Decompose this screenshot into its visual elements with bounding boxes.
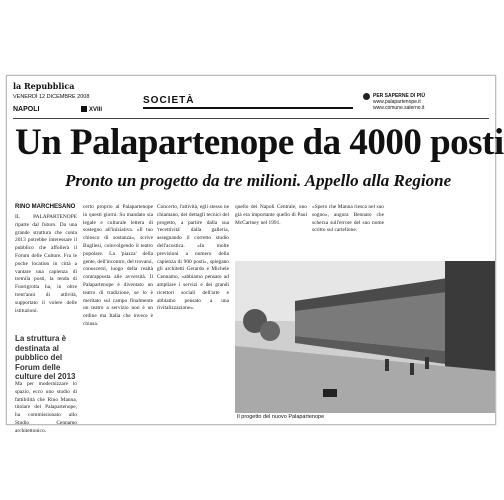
subheadline: Pronto un progetto da tre milioni. Appello alla Regione xyxy=(65,171,452,190)
more-info-link: www.comune.salerno.it xyxy=(373,105,425,111)
byline: RINO MARCHESANO xyxy=(15,204,76,210)
article-column: quello dei Napoli Centrale, uno già era importante quello di Paul McCartney nel 1991. xyxy=(235,204,307,226)
building-rendering xyxy=(235,261,495,413)
header-rule xyxy=(13,118,489,119)
page-number: XVIII xyxy=(81,106,102,113)
article-column: certo proprio al Palapartenope in questi giorni. Su mandato sia legale e culturale lettera di sostegno all'iniziativa. «Il tuo chiosco di sostanza», scrive Bugliesi, coinvolgendo il teatro popolare. La 'piazza' della gente, dell'incontro, del trovarsi, conoscersi, luogo della realtà contrapposta alle avversità. Il Palapartenope è diventato un teatro di tradizione, se lo è meritato sul campo finalmente un teatro a servizio non è un ordine ma Italia che invece è chiusa. xyxy=(83,204,153,327)
masthead: la Repubblica xyxy=(13,81,75,91)
article-column: «Spero che Manna riesca nel suo sogno», augura Bennato che scherza sull'errore del suo nome scritto sul cartellone. xyxy=(312,204,384,234)
info-dot-icon xyxy=(363,93,370,100)
article-column: Concerto, l'attività, egli stesso ne chiamano, dei dettagli tecnici del progetto, a partire dalla sua 'recettività' dalla galleria, assegnando il corretto studio dell'acustica. «In molte previsioni a numero della capienza di 900 posti», spiegano gli architetti Gerardo e Michele Cennamo, «abbiamo pensato ad ampliare i servizi e dei grandi ricettori sociali dell'arte e abbiamo pensato a una rivitalizzazione». xyxy=(157,204,229,312)
date: VENERDÌ 12 DICEMBRE 2008 xyxy=(13,94,90,100)
headline: Un Palapartenope da 4000 posti xyxy=(15,122,504,163)
city-label: NAPOLI xyxy=(13,106,40,113)
article-column: IL PALAPARTENOPE riparte dal futuro. Da una grande struttura che conta 2013 potrebbe interessare il pubblico che affollerà il Forum delle Culture. Fra le poche location in città a vantare una capienza di tremila posti, la tenda di Fuorigrotta ha, in oltre trent'anni di attività, supportato il volere delle istituzioni. xyxy=(15,214,77,314)
pull-quote: La struttura è destinata al pubblico del Forum delle culture del 2013 xyxy=(15,334,76,381)
section-label: SOCIETÀ xyxy=(143,95,353,109)
page-marker-icon xyxy=(81,106,87,112)
more-info-box xyxy=(373,93,493,111)
photo-caption: Il progetto del nuovo Palapartenope xyxy=(237,414,325,420)
article-column: Ma per modernizzare lo spazio, ecco uno studio di fattibilità che Rino Manna, titolare del Palapartenope, ha commissionato allo Studio Cennamo architettonico. xyxy=(15,381,77,434)
newspaper-page xyxy=(6,75,504,434)
more-info-link: www.palapartenope.it xyxy=(373,99,421,105)
more-info-title: PER SAPERNE DI PIÙ xyxy=(373,93,425,99)
project-rendering-photo xyxy=(235,261,495,413)
page-header xyxy=(13,81,493,119)
